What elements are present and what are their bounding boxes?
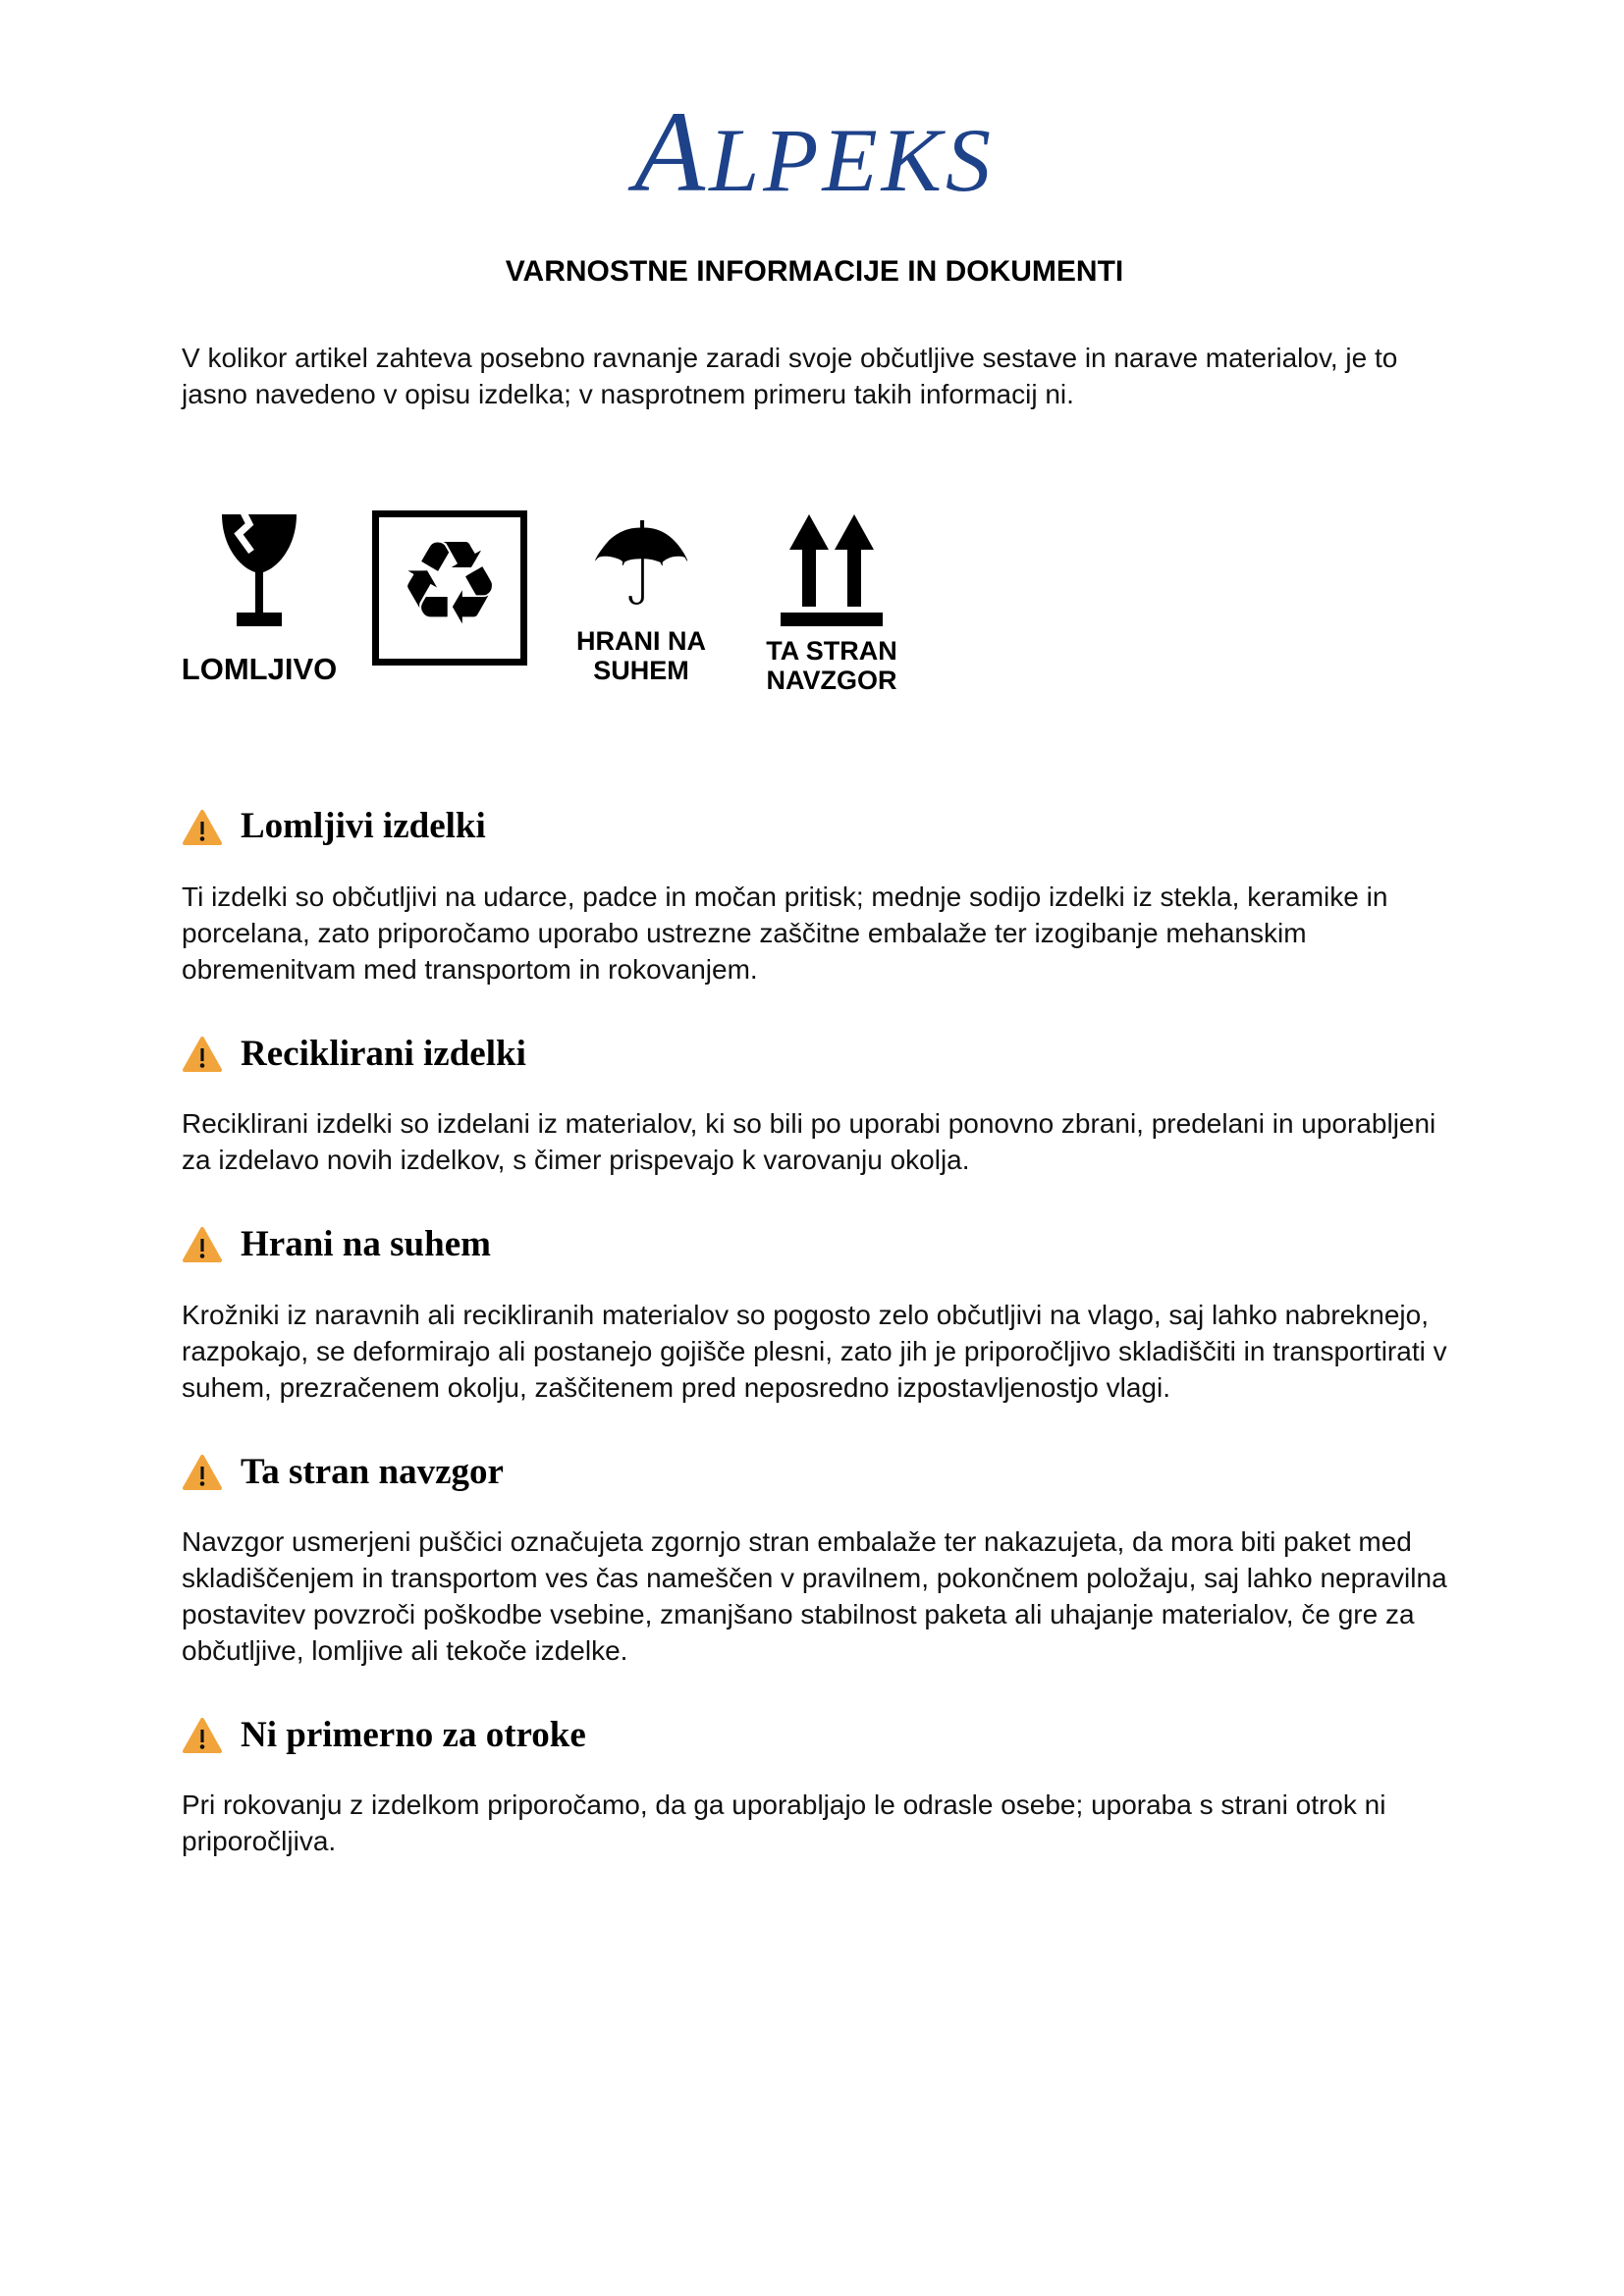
section-body: Pri rokovanju z izdelkom priporočamo, da ga uporabljajo le odrasle osebe; uporaba s strani otrok ni priporočljiva. bbox=[182, 1789, 1386, 1857]
page-title: VARNOSTNE INFORMACIJE IN DOKUMENTI bbox=[505, 255, 1124, 288]
section-heading bbox=[182, 1714, 1447, 1757]
section-body: Reciklirani izdelki so izdelani iz materialov, ki so bili po uporabi ponovno zbrani, predelani in uporabljeni za izdelavo novih izdelkov, s čimer prispevajo k varovanju okolja. bbox=[182, 1108, 1436, 1176]
section-ni-primerno-za-otroke bbox=[182, 1714, 1447, 1859]
logo-container bbox=[182, 87, 1447, 222]
fragile-label: LOMLJIVO bbox=[181, 652, 338, 686]
section-lomljivi-izdelki bbox=[182, 805, 1447, 987]
fragile-symbol bbox=[182, 510, 337, 687]
section-body: Navzgor usmerjeni puščici označujeta zgornjo stran embalaže ter nakazujeta, da mora biti paket med skladiščenjem in transportom ves čas nameščen v pravilnem, pokončnem položaju, saj lahko nepravilna postavitev povzroči poškodbe vsebine, zmanjšano stabilnost paketa ali uhajanje materialov, če gre za občutljive, lomljive ali tekoče izdelke. bbox=[182, 1526, 1447, 1667]
section-heading-text: Reciklirani izdelki bbox=[241, 1033, 526, 1074]
this-side-up-label: TA STRAN NAVZGOR bbox=[766, 636, 897, 696]
section-heading bbox=[182, 805, 1447, 848]
arrows-up-icon bbox=[777, 510, 887, 632]
section-heading-text: Lomljivi izdelki bbox=[241, 806, 486, 847]
umbrella-icon bbox=[589, 501, 693, 630]
section-heading bbox=[182, 1451, 1447, 1494]
intro-paragraph: V kolikor artikel zahteva posebno ravnanje zaradi svoje občutljive sestave in narave materialov, je to jasno navedeno v opisu izdelka; v nasprotnem primeru takih informacij ni. bbox=[182, 343, 1398, 409]
warning-icon bbox=[182, 809, 223, 846]
keep-dry-symbol bbox=[563, 501, 720, 686]
section-reciklirani-izdelki bbox=[182, 1033, 1447, 1178]
section-heading bbox=[182, 1223, 1447, 1266]
sections-container bbox=[182, 805, 1447, 1859]
section-heading-text: Hrani na suhem bbox=[241, 1224, 491, 1265]
section-ta-stran-navzgor bbox=[182, 1451, 1447, 1669]
section-body: Ti izdelki so občutljivi na udarce, padce in močan pritisk; mednje sodijo izdelki iz stekla, keramike in porcelana, zato priporočamo uporabo ustrezne zaščitne embalaže ter izogibanje mehanskim obremenitvam med transportom in rokovanjem. bbox=[182, 881, 1388, 985]
alpeks-logo bbox=[633, 87, 996, 216]
keep-dry-label: HRANI NA SUHEM bbox=[576, 626, 706, 686]
warning-icon bbox=[182, 1036, 223, 1073]
logo-rest: LPEKS bbox=[709, 110, 996, 210]
packaging-symbols-row bbox=[181, 501, 1447, 696]
logo-initial: A bbox=[633, 87, 710, 216]
section-heading-text: Ta stran navzgor bbox=[241, 1451, 504, 1492]
section-hrani-na-suhem bbox=[182, 1223, 1447, 1405]
section-heading-text: Ni primerno za otroke bbox=[241, 1715, 586, 1756]
this-side-up-symbol bbox=[753, 510, 910, 695]
recycle-symbol bbox=[370, 510, 529, 666]
recycle-icon bbox=[372, 510, 527, 666]
section-heading bbox=[182, 1033, 1447, 1076]
recycle-glyph: ♻ bbox=[398, 519, 502, 649]
umbrella-glyph: ☂ bbox=[589, 501, 693, 630]
broken-glass-icon bbox=[210, 510, 308, 653]
warning-icon bbox=[182, 1226, 223, 1263]
section-body: Krožniki iz naravnih ali recikliranih materialov so pogosto zelo občutljivi na vlago, saj lahko nabreknejo, razpokajo, se deformirajo ali postanejo gojišče plesni, zato jih je priporočljivo skladiščiti in transportirati v suhem, prezračenem okolju, zaščitenem pred neposredno izpostavljenostjo vlagi. bbox=[182, 1299, 1447, 1403]
warning-icon bbox=[182, 1454, 223, 1491]
warning-icon bbox=[182, 1717, 223, 1754]
